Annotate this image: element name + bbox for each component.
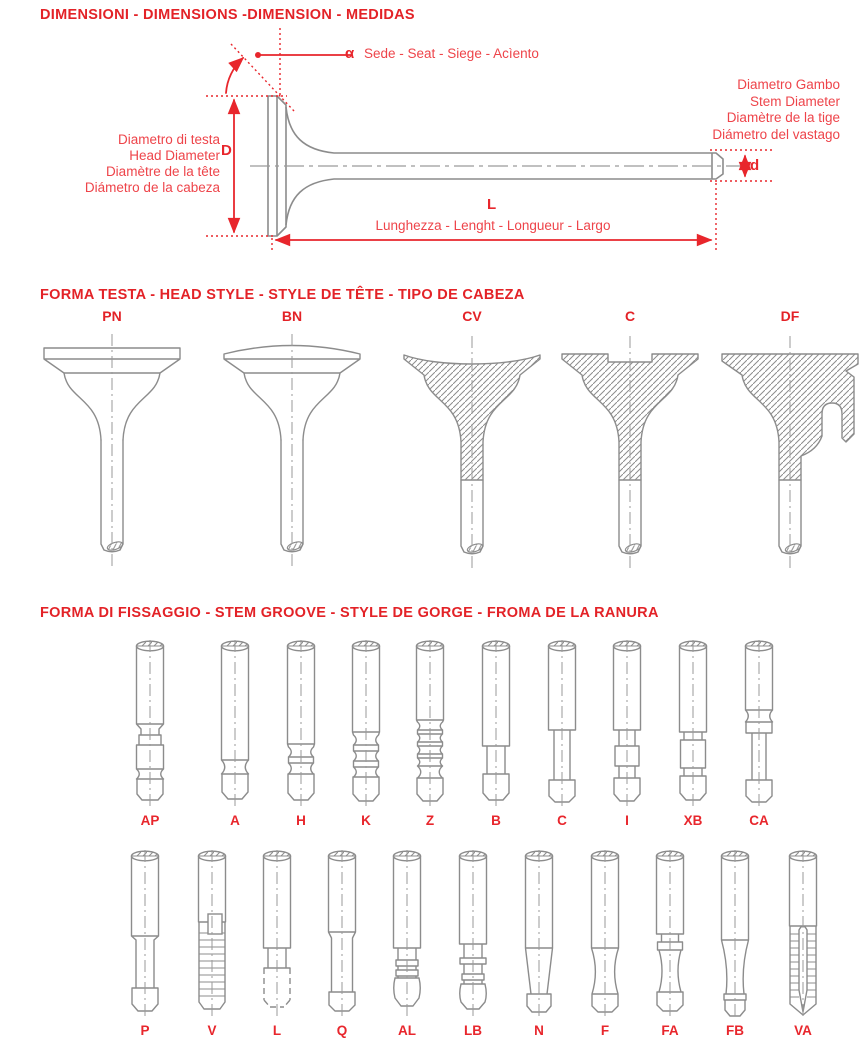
stem-groove-label: CA [749,813,769,828]
stem-groove-label: C [557,813,567,828]
stem-groove-l [249,846,305,1038]
stem-groove-c [534,636,590,828]
stem-groove-va-drawing [775,846,831,1022]
head-diameter-symbol: D [221,142,232,159]
alpha-symbol: α [345,45,355,62]
seat-label: Sede - Seat - Siege - Acìento [364,46,539,61]
length-symbol: L [487,196,497,213]
stem-groove-a-drawing [207,636,263,812]
head-diameter-line: Diamètre de la tête [105,164,220,179]
stem-groove-label: N [534,1023,544,1038]
stem-groove-h [273,636,329,828]
stem-diameter-line: Stem Diameter [749,93,840,109]
stem-groove-q [314,846,370,1038]
stem-groove-xb [665,636,721,828]
stem-diameter-line: Diametro Gambo [737,77,840,92]
head-style-bn [207,308,377,578]
stem-groove-ap-drawing [122,636,178,812]
stem-groove-c-drawing [534,636,590,812]
stem-groove-label: AP [140,813,160,828]
stem-groove-al [379,846,435,1038]
stem-groove-i [599,636,655,828]
head-diameter-line: Diámetro de la cabeza [84,180,220,195]
stem-groove-label: FB [726,1023,744,1038]
stem-groove-q-drawing [314,846,370,1022]
stem-groove-label: Q [336,1023,348,1038]
stem-groove-f-drawing [577,846,633,1022]
head-style-label: BN [281,308,303,324]
stem-groove-n-drawing [511,846,567,1022]
stem-groove-fa-drawing [642,846,698,1022]
stem-groove-label: A [230,813,240,828]
stem-groove-label: XB [683,813,703,828]
stem-groove-p-drawing [117,846,173,1022]
stem-groove-label: Z [425,813,435,828]
head-style-c-drawing [545,330,715,580]
head-style-label: DF [780,308,800,324]
stem-groove-ca [731,636,787,828]
stem-groove-fb-drawing [707,846,763,1022]
stem-groove-f [577,846,633,1038]
stem-groove-z-drawing [402,636,458,812]
stem-groove-b-drawing [468,636,524,812]
stem-diameter-label [712,77,840,143]
head-style-cv [387,308,557,328]
stem-groove-label: P [140,1023,150,1038]
stem-groove-i-drawing [599,636,655,812]
head-style-cv-drawing [387,330,557,580]
stem-groove-label: V [207,1023,217,1038]
stem-diameter-line: Diámetro del vastago [712,126,840,142]
stem-diameter-symbol: d [750,157,760,174]
head-styles-title: FORMA TESTA - HEAD STYLE - STYLE DE TÊTE - TIPO DE CABEZA [40,287,525,303]
stem-groove-xb-drawing [665,636,721,812]
head-style-label: CV [462,308,482,324]
stem-groove-v-drawing [184,846,240,1022]
stem-groove-label: L [272,1023,282,1038]
stem-groove-z [402,636,458,828]
stem-groove-n [511,846,567,1038]
stem-groove-fb [707,846,763,1038]
stem-groove-label: I [625,813,629,828]
head-style-c [545,308,715,328]
head-style-label: C [624,308,636,324]
head-style-label: PN [102,308,122,324]
stem-groove-al-drawing [379,846,435,1022]
stem-groove-lb-drawing [445,846,501,1022]
stem-groove-ca-drawing [731,636,787,812]
dimensions-title: DIMENSIONI - DIMENSIONS -DIMENSION - MEDIDAS [40,7,415,23]
head-diameter-line: Head Diameter [129,148,220,163]
stem-groove-h-drawing [273,636,329,812]
stem-groove-b [468,636,524,828]
stem-groove-l-drawing [249,846,305,1022]
stem-groove-label: LB [464,1023,482,1038]
stem-groove-label: AL [398,1023,416,1038]
stem-groove-ap [122,636,178,828]
stem-groove-label: H [296,813,306,828]
stem-diameter-line: Diamètre de la tige [726,110,840,125]
stem-groove-v [184,846,240,1038]
stem-groove-label: K [361,813,371,828]
stem-groove-va [775,846,831,1038]
stem-groove-label: B [491,813,501,828]
head-style-pn-drawing [27,328,197,578]
stem-groove-label: FA [661,1023,679,1038]
head-style-df-drawing [705,330,860,580]
head-style-df [705,308,860,328]
head-diameter-line: Diametro di testa [117,132,220,147]
stem-groove-label: F [600,1023,610,1038]
stem-groove-p [117,846,173,1038]
stem-grooves-title: FORMA DI FISSAGGIO - STEM GROOVE - STYLE DE GORGE - FROMA DE LA RANURA [40,605,659,621]
stem-groove-fa [642,846,698,1038]
stem-groove-k-drawing [338,636,394,812]
length-label: Lunghezza - Lenght - Longueur - Largo [375,218,611,233]
stem-groove-label: VA [794,1023,812,1038]
head-style-pn [27,308,197,578]
head-style-bn-drawing [207,328,377,578]
stem-groove-k [338,636,394,828]
stem-groove-a [207,636,263,828]
stem-groove-lb [445,846,501,1038]
head-diameter-label [40,132,220,196]
